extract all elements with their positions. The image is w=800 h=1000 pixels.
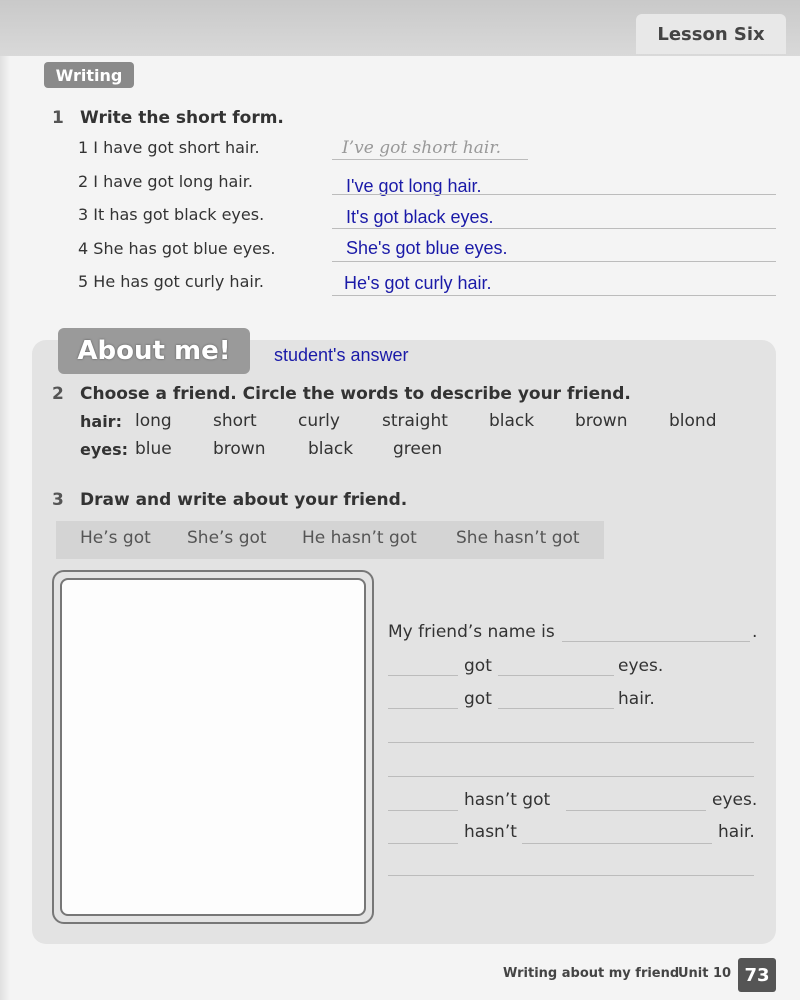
subject-line-4[interactable] xyxy=(388,842,458,844)
hair-word-1: hair. xyxy=(618,689,655,709)
q1-item-3 xyxy=(78,205,264,224)
q1-item-5 xyxy=(78,272,264,291)
free-line-3[interactable] xyxy=(388,874,754,876)
phrase-she-hasnt-got: She hasn’t got xyxy=(456,528,580,548)
q3-number: 3 xyxy=(52,490,64,510)
eye-color-line[interactable] xyxy=(498,674,614,676)
q1-model-answer-1: I’ve got short hair. xyxy=(342,138,501,158)
hair-word[interactable]: brown xyxy=(575,411,628,431)
item-text: I have got short hair. xyxy=(93,138,260,157)
item-number: 4 xyxy=(78,239,89,258)
page-number: 73 xyxy=(738,958,776,992)
hair-word[interactable]: blond xyxy=(669,411,717,431)
footer-topic: Writing about my friend xyxy=(503,966,680,981)
q3-title: Draw and write about your friend. xyxy=(80,490,408,510)
hair-desc-line-2[interactable] xyxy=(522,842,712,844)
period: . xyxy=(752,622,758,642)
item-text: I have got long hair. xyxy=(93,172,253,191)
item-number: 5 xyxy=(78,272,89,291)
phrase-shes-got: She’s got xyxy=(187,528,267,548)
friend-name-prompt: My friend’s name is xyxy=(388,622,555,642)
q1-answer-2: I've got long hair. xyxy=(346,176,482,196)
hair-word[interactable]: black xyxy=(489,411,535,431)
item-number: 1 xyxy=(78,138,89,157)
item-number: 2 xyxy=(78,172,89,191)
answer-line-4[interactable] xyxy=(332,260,776,262)
q1-answer-4: She's got blue eyes. xyxy=(346,238,508,258)
answer-line-1[interactable] xyxy=(332,158,528,160)
q1-item-2 xyxy=(78,172,253,191)
eyes-word[interactable]: blue xyxy=(135,439,172,459)
subject-line-3[interactable] xyxy=(388,809,458,811)
item-number: 3 xyxy=(78,205,89,224)
eye-color-line-2[interactable] xyxy=(566,809,706,811)
about-me-badge: About me! xyxy=(58,328,250,374)
student-answer-note: student's answer xyxy=(274,345,409,365)
eyes-word[interactable]: black xyxy=(308,439,354,459)
subject-line-2[interactable] xyxy=(388,707,458,709)
hair-desc-line[interactable] xyxy=(498,707,614,709)
hair-word[interactable]: straight xyxy=(382,411,448,431)
answer-line-3[interactable] xyxy=(332,227,776,229)
hair-word[interactable]: long xyxy=(135,411,172,431)
free-line-1[interactable] xyxy=(388,741,754,743)
q1-answer-3: It's got black eyes. xyxy=(346,207,494,227)
eyes-word-2: eyes. xyxy=(712,790,758,810)
got-word-2: got xyxy=(464,689,492,709)
section-tag-writing: Writing xyxy=(44,62,134,88)
q2-title: Choose a friend. Circle the words to describe your friend. xyxy=(80,384,631,404)
q2-number: 2 xyxy=(52,384,64,404)
q1-number: 1 xyxy=(52,108,64,128)
subject-line-1[interactable] xyxy=(388,674,458,676)
hair-word[interactable]: curly xyxy=(298,411,340,431)
q1-item-1 xyxy=(78,138,260,157)
hair-word[interactable]: short xyxy=(213,411,257,431)
item-text: It has got black eyes. xyxy=(93,205,265,224)
hasnt-word: hasn’t xyxy=(464,822,517,842)
q1-answer-5: He's got curly hair. xyxy=(344,273,492,293)
got-word-1: got xyxy=(464,656,492,676)
eyes-word[interactable]: green xyxy=(393,439,443,459)
q1-title: Write the short form. xyxy=(80,108,284,128)
eyes-word[interactable]: brown xyxy=(213,439,266,459)
item-text: He has got curly hair. xyxy=(93,272,265,291)
page-binding-edge xyxy=(0,56,10,1000)
hair-label: hair: xyxy=(80,412,122,431)
drawing-area[interactable] xyxy=(60,578,366,916)
footer-unit: Unit 10 xyxy=(678,966,732,981)
q1-item-4 xyxy=(78,239,275,258)
eyes-word-1: eyes. xyxy=(618,656,664,676)
hasnt-got-word: hasn’t got xyxy=(464,790,551,810)
hair-word-2: hair. xyxy=(718,822,755,842)
answer-line-2[interactable] xyxy=(332,193,776,195)
eyes-label: eyes: xyxy=(80,440,129,459)
phrase-hes-got: He’s got xyxy=(80,528,151,548)
free-line-2[interactable] xyxy=(388,775,754,777)
friend-name-line[interactable] xyxy=(562,640,750,642)
item-text: She has got blue eyes. xyxy=(93,239,276,258)
lesson-tab: Lesson Six xyxy=(636,14,786,54)
answer-line-5[interactable] xyxy=(332,294,776,296)
phrase-he-hasnt-got: He hasn’t got xyxy=(302,528,417,548)
